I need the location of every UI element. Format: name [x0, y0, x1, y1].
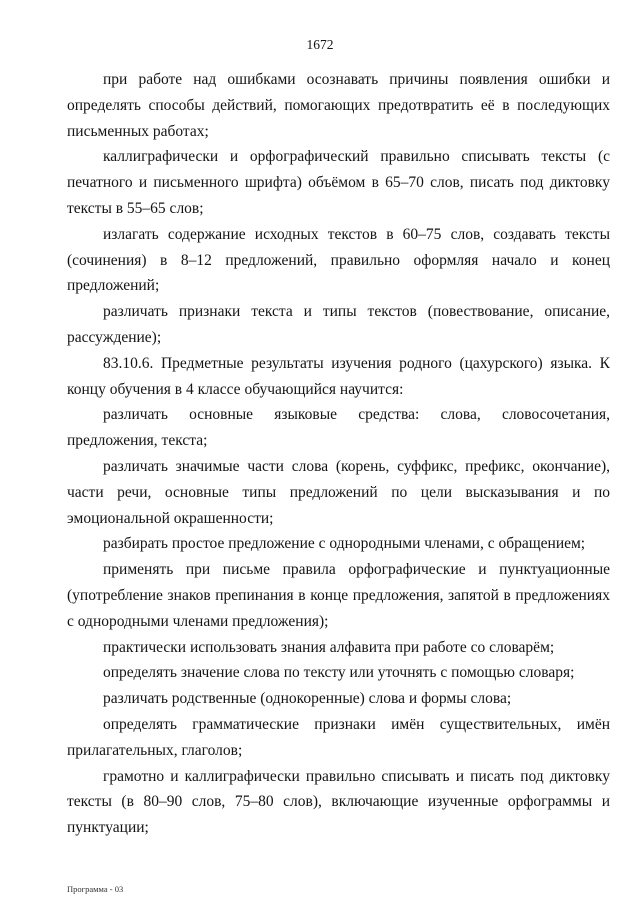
document-body	[67, 67, 610, 841]
paragraph-grammar-features: определять грамматические признаки имён существительных, имён прилагательных, глаголов;	[67, 715, 610, 759]
paragraph-word-meaning: определять значение слова по тексту или уточнять с помощью словаря;	[103, 664, 575, 682]
paragraph-error-analysis: при работе над ошибками осознавать причины появления ошибки и определять способы действий, помогающих предотвратить её в последующих письменных работах;	[67, 71, 610, 140]
paragraph-related-words: различать родственные (однокоренные) слова и формы слова;	[103, 690, 512, 708]
page-number: 1672	[306, 37, 334, 52]
paragraph-spelling-rules: применять при письме правила орфографические и пунктуационные (употребление знаков препинания в конце предложения, запятой в предложениях с однородными членами предложения);	[67, 561, 610, 630]
footer-label: Программа - 03	[67, 884, 124, 894]
paragraph-word-parts: различать значимые части слова (корень, суффикс, префикс, окончание), части речи, основные типы предложений по цели высказывания и по эмоциональной окрашенности;	[67, 457, 610, 527]
paragraph-summarize-texts: излагать содержание исходных текстов в 60–75 слов, создавать тексты (сочинения) в 8–12 предложений, правильно оформляя начало и конец предложений;	[67, 225, 610, 295]
paragraph-text-types: различать признаки текста и типы текстов (повествование, описание, рассуждение);	[67, 303, 610, 346]
paragraph-dictation: грамотно и каллиграфически правильно списывать и писать под диктовку тексты (в 80–90 слов, 75–80 слов), включающие изученные орфограммы и пунктуации;	[67, 767, 610, 837]
paragraph-language-means: различать основные языковые средства: слова, словосочетания, предложения, текста;	[67, 406, 610, 450]
paragraph-alphabet: практически использовать знания алфавита при работе со словарём;	[103, 638, 555, 656]
paragraph-section-heading: 83.10.6. Предметные результаты изучения родного (цахурского) языка. К концу обучения в 4 классе обучающийся научится:	[67, 354, 610, 398]
paragraph-copy-texts: каллиграфически и орфографический правильно списывать тексты (с печатного и письменного шрифта) объёмом в 65–70 слов, писать под диктовку тексты в 55–65 слов;	[67, 148, 610, 217]
paragraph-simple-sentence: разбирать простое предложение с однородными членами, с обращением;	[103, 535, 586, 553]
